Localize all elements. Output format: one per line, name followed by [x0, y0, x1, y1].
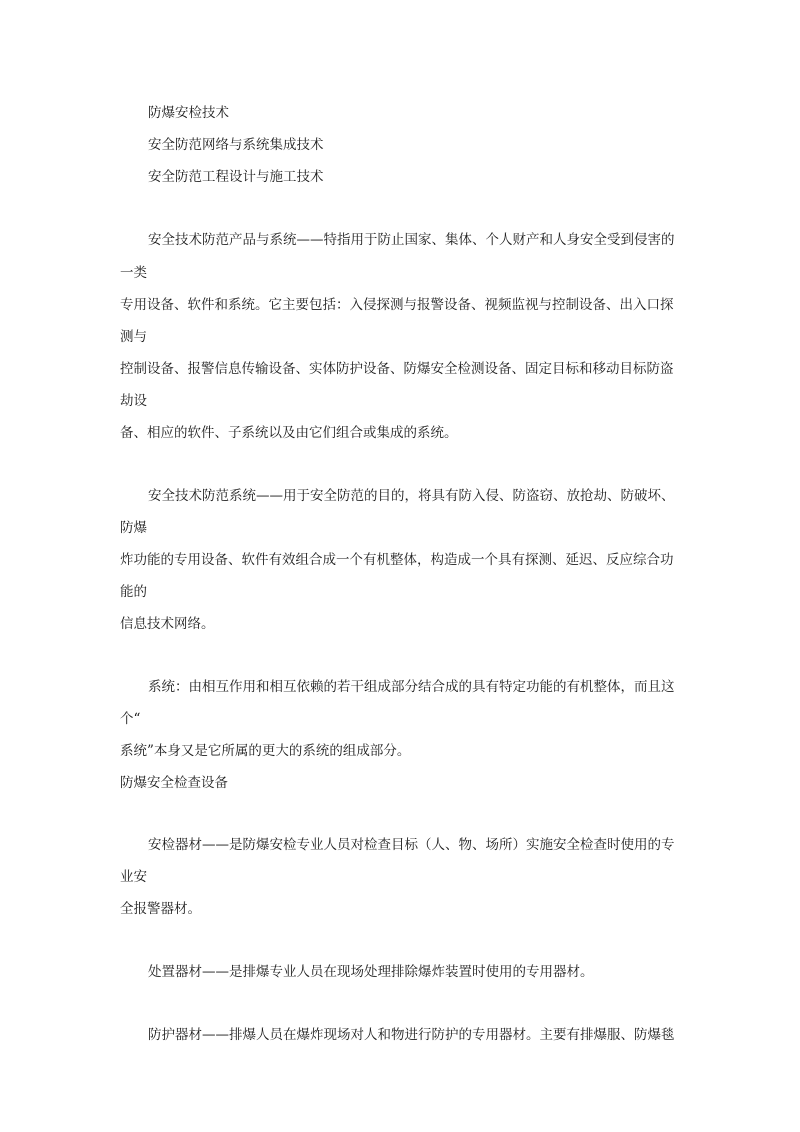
paragraph-line: 安全技术防范产品与系统——特指用于防止国家、集体、个人财产和人身安全受到侵害的: [148, 232, 675, 248]
paragraph-line: 测与: [120, 329, 147, 345]
paragraph-line: 防爆: [120, 520, 147, 536]
heading-engineering-design: 安全防范工程设计与施工技术: [148, 169, 324, 185]
paragraph-line: 个“: [120, 711, 141, 727]
paragraph-line: 处置器材——是排爆专业人员在现场处理排除爆炸装置时使用的专用器材。: [148, 964, 594, 980]
paragraph-line: 劫设: [120, 393, 147, 409]
paragraph-line: 防护器材——排爆人员在爆炸现场对人和物进行防护的专用器材。主要有排爆服、防爆毯: [148, 1027, 675, 1043]
paragraph-line: 能的: [120, 584, 147, 600]
paragraph-line: 专用设备、软件和系统。它主要包括：入侵探测与报警设备、视频监视与控制设备、出入口探: [120, 297, 674, 313]
section-heading-explosion-equipment: 防爆安全检查设备: [120, 775, 228, 791]
paragraph-line: 炸功能的专用设备、软件有效组合成一个有机整体，构造成一个具有探测、延迟、反应综合功: [120, 552, 674, 568]
paragraph-line: 系统”本身又是它所属的更大的系统的组成部分。: [120, 743, 411, 759]
paragraph-line: 控制设备、报警信息传输设备、实体防护设备、防爆安全检测设备、固定目标和移动目标防盗: [120, 361, 674, 377]
paragraph-line: 业安: [120, 869, 147, 885]
paragraph-line: 全报警器材。: [120, 901, 201, 917]
paragraph-line: 信息技术网络。: [120, 616, 215, 632]
paragraph-line: 备、相应的软件、子系统以及由它们组合或集成的系统。: [120, 425, 458, 441]
heading-network-integration: 安全防范网络与系统集成技术: [148, 137, 324, 153]
heading-explosion-security-check: 防爆安检技术: [148, 105, 229, 121]
paragraph-line: 安检器材——是防爆安检专业人员对检查目标（人、物、场所）实施安全检查时使用的专: [148, 837, 675, 853]
paragraph-line: 一类: [120, 265, 147, 281]
paragraph-line: 系统：由相互作用和相互依赖的若干组成部分结合成的具有特定功能的有机整体，而且这: [148, 679, 675, 695]
paragraph-line: 安全技术防范系统——用于安全防范的目的，将具有防入侵、防盗窃、放抢劫、防破坏、: [148, 488, 675, 504]
